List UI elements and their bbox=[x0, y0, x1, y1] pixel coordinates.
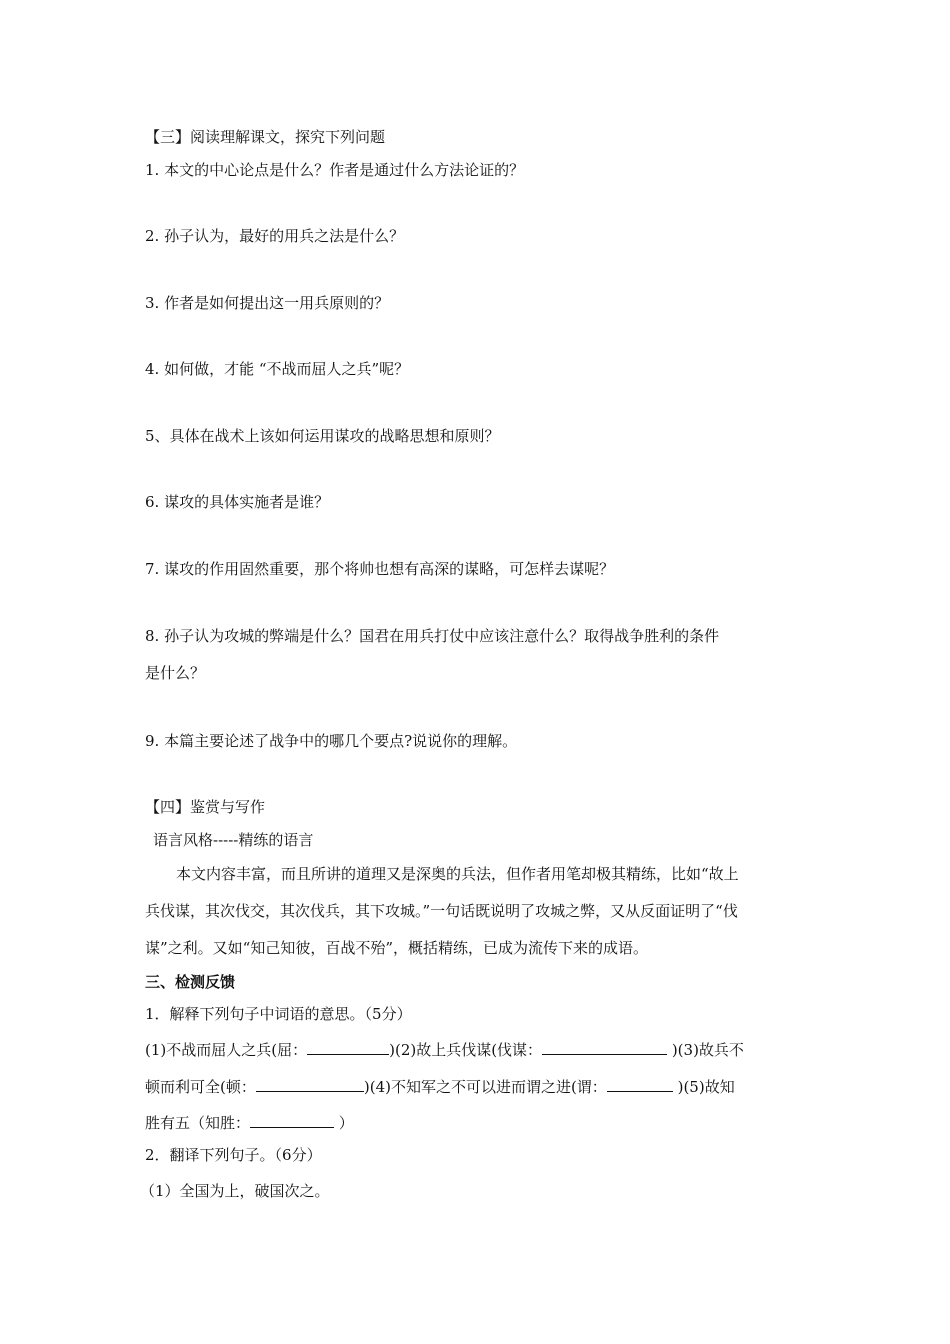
answer-blank-1[interactable] bbox=[307, 1039, 389, 1055]
paragraph-line-1: 本文内容丰富，而且所讲的道理又是深奥的兵法，但作者用笔却极其精练，比如“故上 bbox=[176, 865, 739, 883]
question-9: 9. 本篇主要论述了战争中的哪几个要点?说说你的理解。 bbox=[145, 732, 518, 750]
paragraph-line-2: 兵伐谋，其次伐交，其次伐兵，其下攻城。”一句话既说明了攻城之弊，又从反面证明了“伐 bbox=[145, 902, 738, 920]
paragraph-line-3: 谋”之利。又如“知己知彼，百战不殆”，概括精练，已成为流传下来的成语。 bbox=[145, 939, 649, 957]
question-8-cont: 是什么？ bbox=[145, 664, 206, 682]
question-4: 4. 如何做，才能 “不战而屈人之兵”呢？ bbox=[145, 360, 410, 378]
question-7: 7. 谋攻的作用固然重要，那个将帅也想有高深的谋略，可怎样去谋呢？ bbox=[145, 560, 615, 578]
question-5: 5、具体在战术上该如何运用谋攻的战略思想和原则？ bbox=[145, 427, 500, 445]
section4-heading: 【四】鉴赏与写作 bbox=[145, 798, 266, 816]
feedback-q1-line-3 bbox=[145, 1112, 354, 1133]
q1-part-7: 胜有五（知胜： bbox=[145, 1114, 251, 1132]
q1-part-6: )(5)故知 bbox=[672, 1078, 735, 1096]
question-3: 3. 作者是如何提出这一用兵原则的？ bbox=[145, 294, 390, 312]
question-8: 8. 孙子认为攻城的弊端是什么？国君在用兵打仗中应该注意什么？取得战争胜利的条件 bbox=[145, 627, 720, 645]
answer-blank-2[interactable] bbox=[542, 1039, 667, 1055]
feedback-q2-title: 2．翻译下列句子。（6分） bbox=[145, 1146, 322, 1164]
question-1: 1. 本文的中心论点是什么？作者是通过什么方法论证的？ bbox=[145, 161, 525, 179]
feedback-q1-title: 1．解释下列句子中词语的意思。（5分） bbox=[145, 1005, 412, 1023]
answer-blank-3[interactable] bbox=[256, 1076, 364, 1092]
question-2: 2. 孙子认为，最好的用兵之法是什么？ bbox=[145, 227, 405, 245]
q1-part-4: 顿而利可全(顿： bbox=[145, 1078, 256, 1096]
feedback-q1-line-1 bbox=[145, 1039, 744, 1060]
q1-part-3: )(3)故兵不 bbox=[667, 1041, 744, 1059]
feedback-q1-line-2 bbox=[145, 1076, 735, 1097]
q1-part-1: (1)不战而屈人之兵(屈： bbox=[145, 1041, 308, 1059]
answer-blank-4[interactable] bbox=[607, 1076, 673, 1092]
q1-part-8: ） bbox=[334, 1114, 354, 1132]
answer-blank-5[interactable] bbox=[250, 1112, 334, 1128]
q1-part-2: )(2)故上兵伐谋(伐谋： bbox=[389, 1041, 543, 1059]
question-6: 6. 谋攻的具体实施者是谁？ bbox=[145, 493, 330, 511]
feedback-q2-item-1: （1）全国为上，破国次之。 bbox=[140, 1182, 330, 1200]
q1-part-5: )(4)不知军之不可以进而谓之进(谓： bbox=[363, 1078, 607, 1096]
section3-heading: 【三】阅读理解课文，探究下列问题 bbox=[145, 128, 386, 146]
section4-subheading: 语言风格-----精练的语言 bbox=[153, 831, 314, 849]
feedback-heading: 三、检测反馈 bbox=[145, 973, 236, 991]
